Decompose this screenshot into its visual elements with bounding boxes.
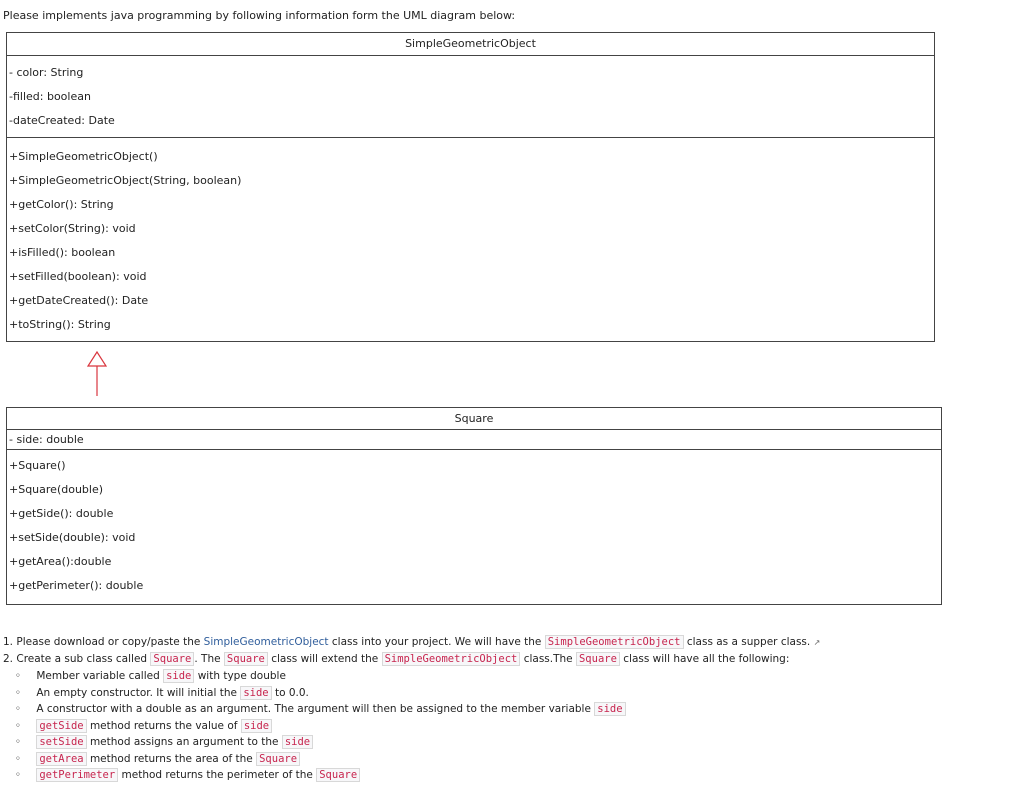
method-constructor-empty: +SimpleGeometricObject(): [9, 150, 158, 163]
bullet-4: [3, 720, 272, 732]
bullet-icon: ◦: [14, 720, 22, 732]
uml-class-square: [6, 407, 942, 605]
method-square-constructor-empty: +Square(): [9, 459, 66, 472]
method-tostring: +toString(): String: [9, 318, 111, 331]
step-text: class will have all the following:: [623, 653, 790, 665]
code-square: Square: [150, 652, 194, 666]
section-divider: [7, 137, 934, 138]
bullet-icon: ◦: [14, 687, 22, 699]
step-1: [3, 636, 820, 648]
bullet-text: A constructor with a double as an argument. The argument will then be assigned to the member variable: [36, 703, 591, 715]
bullet-text: Member variable called: [36, 670, 160, 682]
method-isfilled: +isFilled(): boolean: [9, 246, 116, 259]
inheritance-arrow: [86, 350, 108, 398]
external-link-icon[interactable]: ↗: [813, 638, 821, 647]
method-square-constructor-double: +Square(double): [9, 483, 104, 496]
bullet-text: An empty constructor. It will initial the: [36, 687, 237, 699]
simplegeometricobject-link[interactable]: SimpleGeometricObject: [203, 636, 329, 648]
bullet-7: [3, 769, 360, 781]
step-text: class into your project. We will have the: [331, 636, 542, 648]
bullet-icon: ◦: [14, 769, 22, 781]
bullet-icon: ◦: [14, 703, 22, 715]
intro-text: Please implements java programming by following information form the UML diagram below:: [3, 9, 516, 22]
class-name: SimpleGeometricObject: [7, 33, 934, 56]
bullet-icon: ◦: [14, 670, 22, 682]
code-side: side: [282, 735, 313, 749]
method-setfilled: +setFilled(boolean): void: [9, 270, 147, 283]
step-text: class.The: [523, 653, 573, 665]
code-side: side: [163, 669, 194, 683]
code-side: side: [240, 686, 271, 700]
code-setside: setSide: [36, 735, 86, 749]
code-getperimeter: getPerimeter: [36, 768, 118, 782]
attribute-side: - side: double: [9, 433, 84, 446]
attribute-color: - color: String: [9, 66, 84, 79]
bullet-text: to 0.0.: [274, 687, 309, 699]
method-setcolor: +setColor(String): void: [9, 222, 136, 235]
code-square: Square: [224, 652, 268, 666]
bullet-text: method returns the value of: [89, 720, 238, 732]
code-simplegeometricobject: SimpleGeometricObject: [382, 652, 521, 666]
code-square: Square: [256, 752, 300, 766]
method-getperimeter: +getPerimeter(): double: [9, 579, 144, 592]
method-setside: +setSide(double): void: [9, 531, 136, 544]
code-square: Square: [576, 652, 620, 666]
uml-class-simplegeometricobject: [6, 32, 935, 342]
bullet-6: [3, 753, 300, 765]
code-simplegeometricobject: SimpleGeometricObject: [545, 635, 684, 649]
step-text: class will extend the: [271, 653, 379, 665]
step-text: Create a sub class called: [16, 653, 148, 665]
bullet-icon: ◦: [14, 736, 22, 748]
step-number: 2.: [3, 653, 14, 665]
step-text: Please download or copy/paste the: [16, 636, 201, 648]
step-text: class as a supper class.: [686, 636, 811, 648]
bullet-2: [3, 687, 309, 699]
attribute-filled: -filled: boolean: [9, 90, 91, 103]
code-side: side: [241, 719, 272, 733]
bullet-text: method assigns an argument to the: [89, 736, 279, 748]
step-2: [3, 653, 789, 665]
bullet-icon: ◦: [14, 753, 22, 765]
class-name: Square: [7, 408, 941, 430]
code-getside: getSide: [36, 719, 86, 733]
method-constructor-args: +SimpleGeometricObject(String, boolean): [9, 174, 242, 187]
code-square: Square: [316, 768, 360, 782]
method-getside: +getSide(): double: [9, 507, 114, 520]
bullet-5: [3, 736, 313, 748]
bullet-text: method returns the area of the: [89, 753, 253, 765]
attribute-datecreated: -dateCreated: Date: [9, 114, 115, 127]
bullet-3: [3, 703, 626, 715]
step-text: . The: [194, 653, 221, 665]
method-getarea: +getArea():double: [9, 555, 112, 568]
step-number: 1.: [3, 636, 14, 648]
bullet-1: [3, 670, 286, 682]
code-side: side: [594, 702, 625, 716]
section-divider: [7, 449, 941, 450]
bullet-text: method returns the perimeter of the: [121, 769, 313, 781]
code-getarea: getArea: [36, 752, 86, 766]
method-getcolor: +getColor(): String: [9, 198, 114, 211]
bullet-text: with type double: [197, 670, 286, 682]
method-getdatecreated: +getDateCreated(): Date: [9, 294, 149, 307]
